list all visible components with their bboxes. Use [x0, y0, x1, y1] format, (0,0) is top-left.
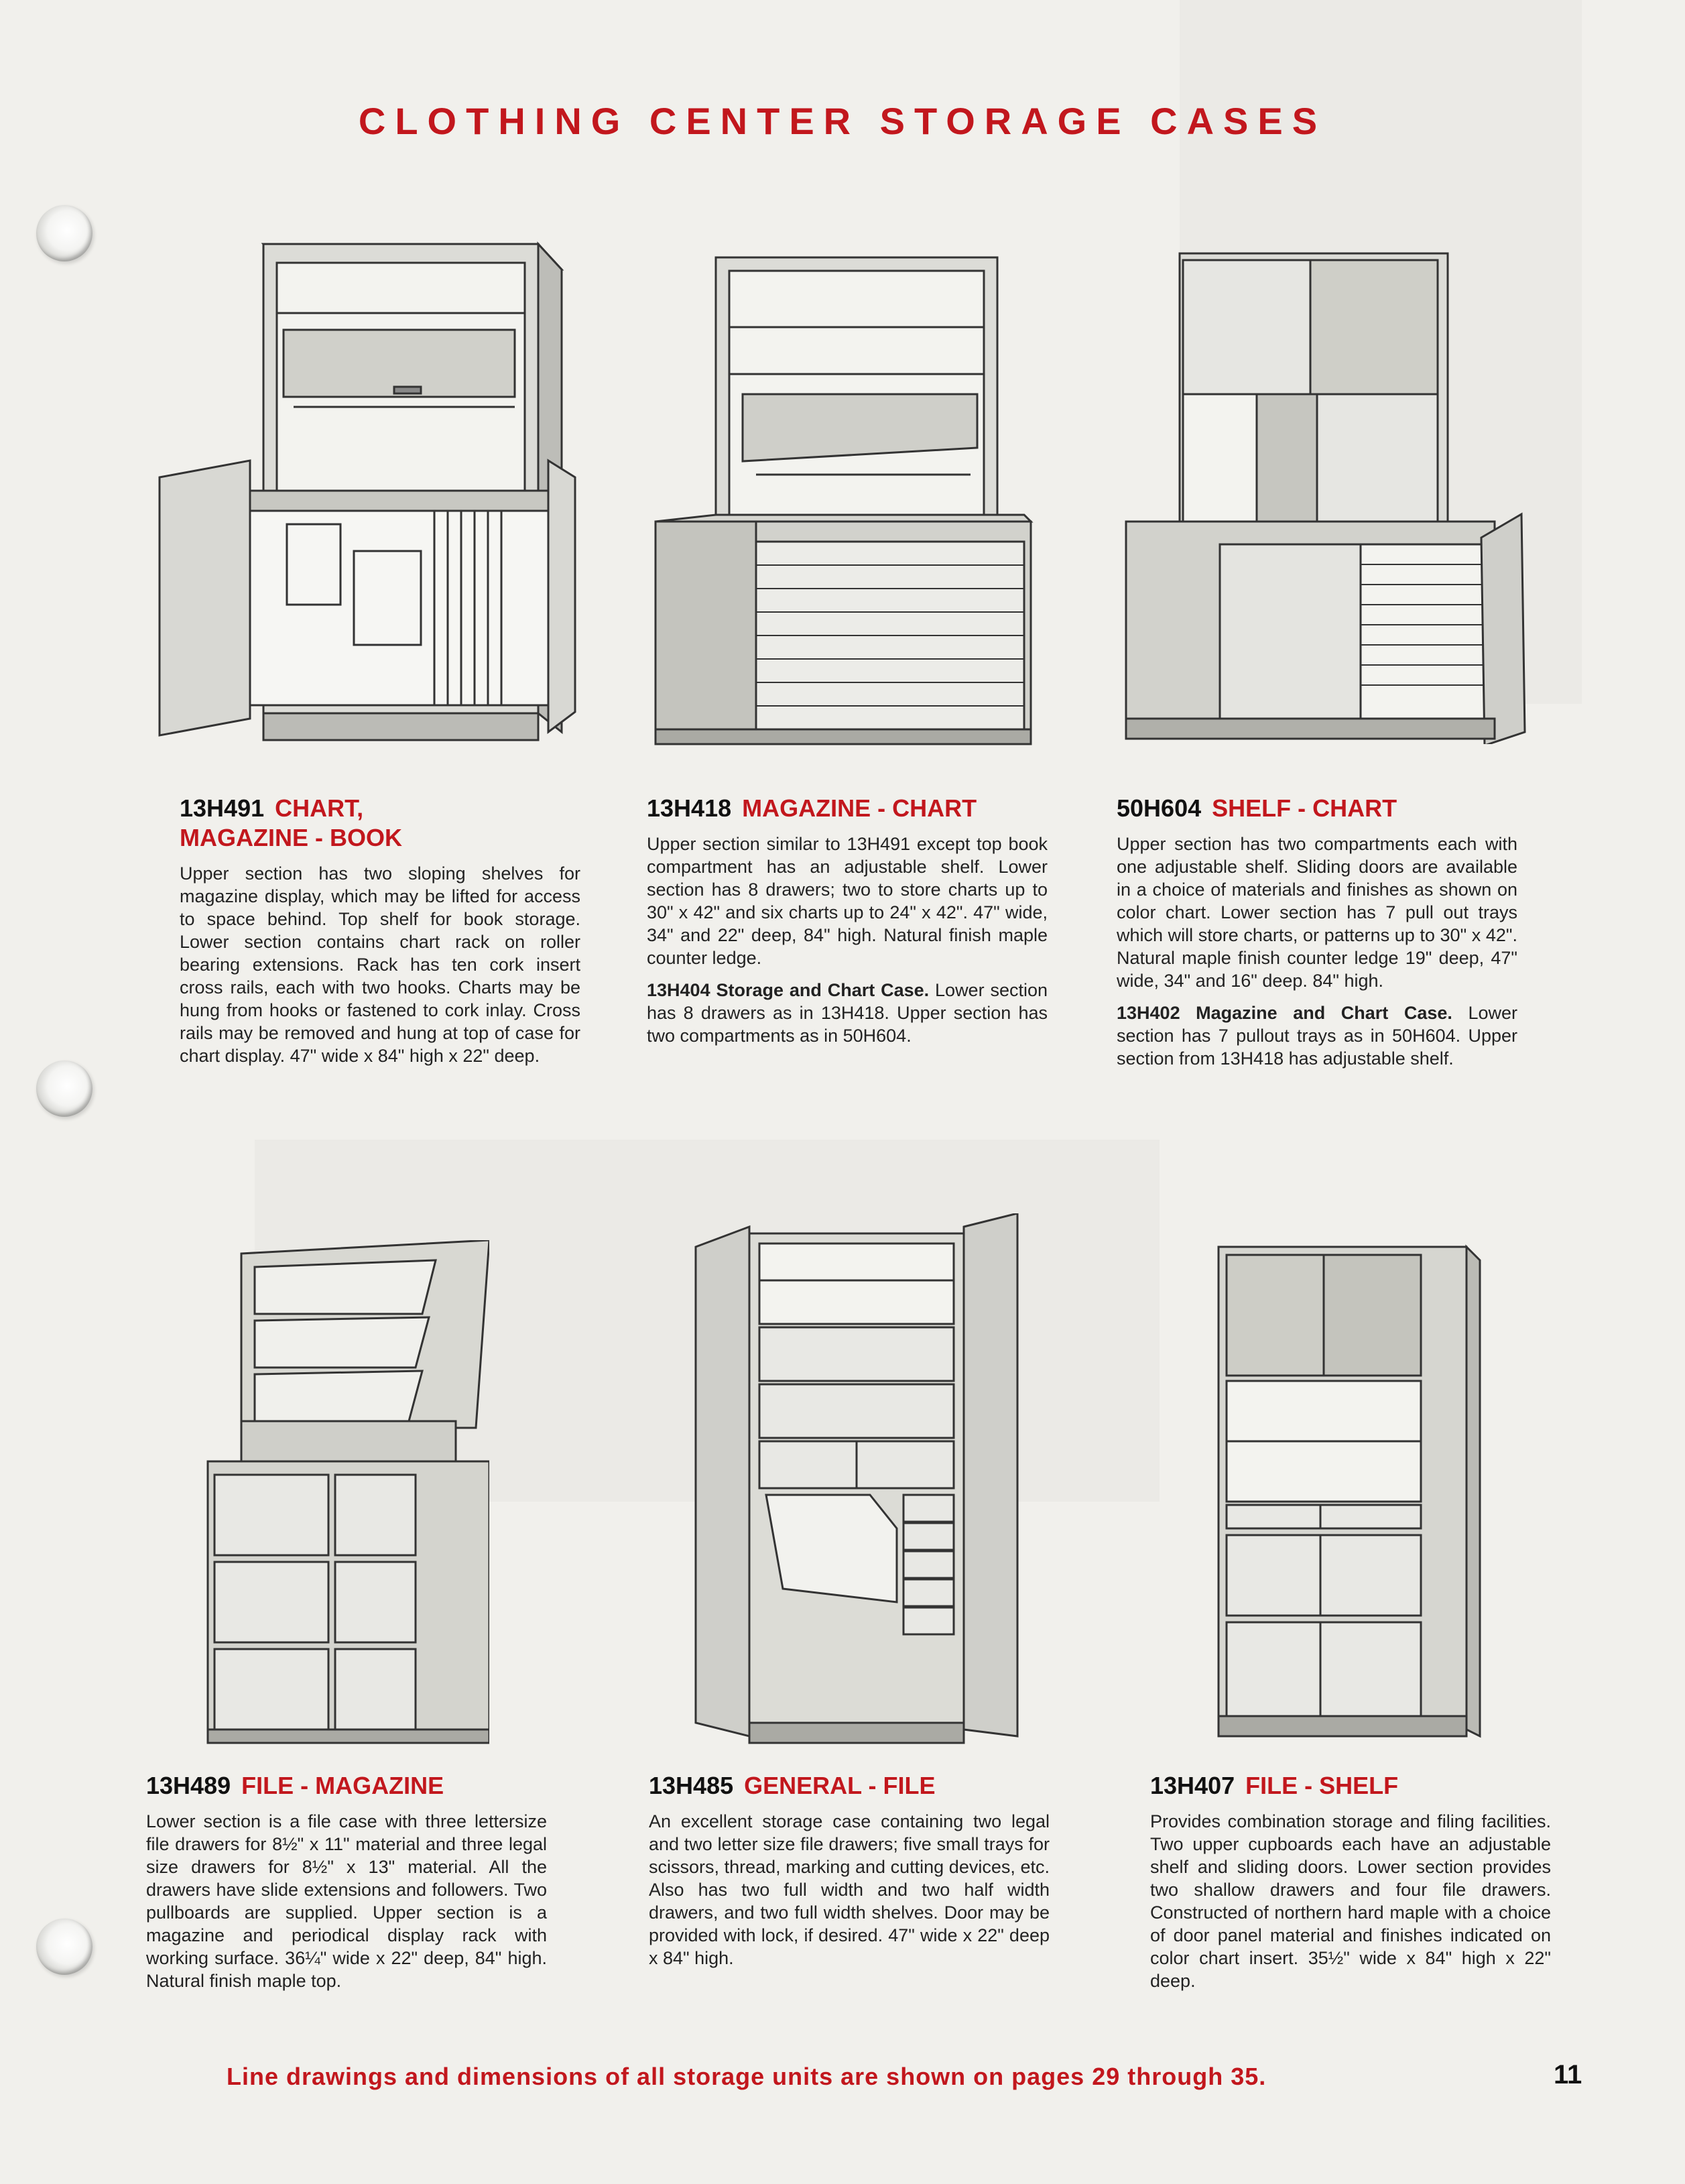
related-product-note: [647, 979, 1048, 1047]
product-code: 13H489: [146, 1772, 231, 1799]
related-product-title: 13H404 Storage and Chart Case.: [647, 980, 930, 1000]
product-name-line2: MAGAZINE - BOOK: [180, 824, 402, 851]
page-number: 11: [1554, 2060, 1582, 2089]
related-product-text: Lower section has 8 drawers as in 13H418. Upper section has two compartments as in 50H604.: [647, 980, 1048, 1046]
product-13h418: [647, 794, 1048, 1047]
product-description: Lower section is a file case with three lettersize file drawers for 8½" x 11" material and three legal size drawers for 8½" x 13" material. All the drawers have slide extensions and followers. Two pullboards are supplied. Upper section is a magazine and periodical display rack with working surface. 36¼" wide x 22" deep, 84" high. Natural finish maple top.: [146, 1811, 547, 1991]
product-code: 13H491: [180, 794, 265, 822]
product-name: FILE - MAGAZINE: [241, 1772, 444, 1799]
product-heading: [647, 794, 1048, 823]
product-description: Upper section has two compartments each with one adjustable shelf. Sliding doors are available in a choice of materials and finishes as shown on color chart. Lower section has 7 pull out trays which will store charts, or patterns up to 30" x 42". Natural maple finish counter ledge 19" deep, 47" wide, 34" and 16" deep. 84" high.: [1117, 834, 1517, 991]
product-13h491: [180, 794, 580, 1067]
cabinet-13h489-illustration: [201, 1240, 489, 1744]
product-heading: [1150, 1771, 1551, 1801]
product-name: MAGAZINE - CHART: [742, 794, 977, 822]
product-50h604: [1117, 794, 1517, 1070]
product-code: 13H407: [1150, 1772, 1235, 1799]
product-name: SHELF - CHART: [1212, 794, 1397, 822]
cabinet-13h418-illustration: [649, 253, 1035, 747]
binder-hole-middle: [36, 1060, 92, 1117]
product-description: Upper section has two sloping shelves for magazine display, which may be lifted for access to space behind. Top shelf for book storage. Lower section contains chart rack on roller bearing extensions. Rack has ten cork insert cross rails, each with two hooks. Charts may be hung from hooks or fastened to cork inlay. Cross rails may be removed and hung at top of case for chart display. 47" wide x 84" high x 22" deep.: [180, 863, 580, 1066]
product-description: Provides combination storage and filing facilities. Two upper cupboards each have an adjustable shelf and sliding doors. Lower section provides two shallow drawers and four file drawers. Constructed of northern hard maple with a choice of door panel material and finishes indicated on color chart insert. 35½" wide x 84" high x 22" deep.: [1150, 1811, 1551, 1991]
product-13h407: [1150, 1771, 1551, 1992]
product-heading: [180, 794, 580, 853]
product-code: 50H604: [1117, 794, 1202, 822]
related-product-title: 13H402 Magazine and Chart Case.: [1117, 1003, 1452, 1023]
product-heading: [1117, 794, 1517, 823]
binder-hole-top: [36, 205, 92, 261]
cabinet-13h491-illustration: [153, 236, 579, 753]
product-13h489: [146, 1771, 547, 1992]
product-name: CHART,: [275, 794, 364, 822]
product-name: GENERAL - FILE: [744, 1772, 936, 1799]
page-title: CLOTHING CENTER STORAGE CASES: [358, 100, 1327, 142]
cabinet-50h604-illustration: [1119, 249, 1528, 744]
product-description: Upper section similar to 13H491 except top book compartment has an adjustable shelf. Lower section has 8 drawers; two to store charts up to 30" x 42" and six charts up to 24" x 42". 47" wide, 34" and 22" deep, 84" high. Natural finish maple counter ledge.: [647, 834, 1048, 968]
related-product-note: [1117, 1002, 1517, 1070]
product-code: 13H485: [649, 1772, 734, 1799]
binder-hole-bottom: [36, 1919, 92, 1975]
product-name: FILE - SHELF: [1245, 1772, 1399, 1799]
page-footer: Line drawings and dimensions of all storage units are shown on pages 29 through 35.: [227, 2063, 1267, 2090]
cabinet-13h485-illustration: [682, 1213, 1029, 1750]
product-heading: [146, 1771, 547, 1801]
cabinet-13h407-illustration: [1212, 1240, 1487, 1744]
product-code: 13H418: [647, 794, 732, 822]
product-description: An excellent storage case containing two legal and two letter size file drawers; five small trays for scissors, thread, marking and cutting devices, etc. Also has two full width and two half width drawers, and two full width shelves. Door may be provided with lock, if desired. 47" wide x 22" deep x 84" high.: [649, 1811, 1050, 1968]
product-13h485: [649, 1771, 1050, 1969]
related-product-text: Lower section has 7 pullout trays as in 50H604. Upper section from 13H418 has adjustable shelf.: [1117, 1003, 1517, 1069]
product-heading: [649, 1771, 1050, 1801]
